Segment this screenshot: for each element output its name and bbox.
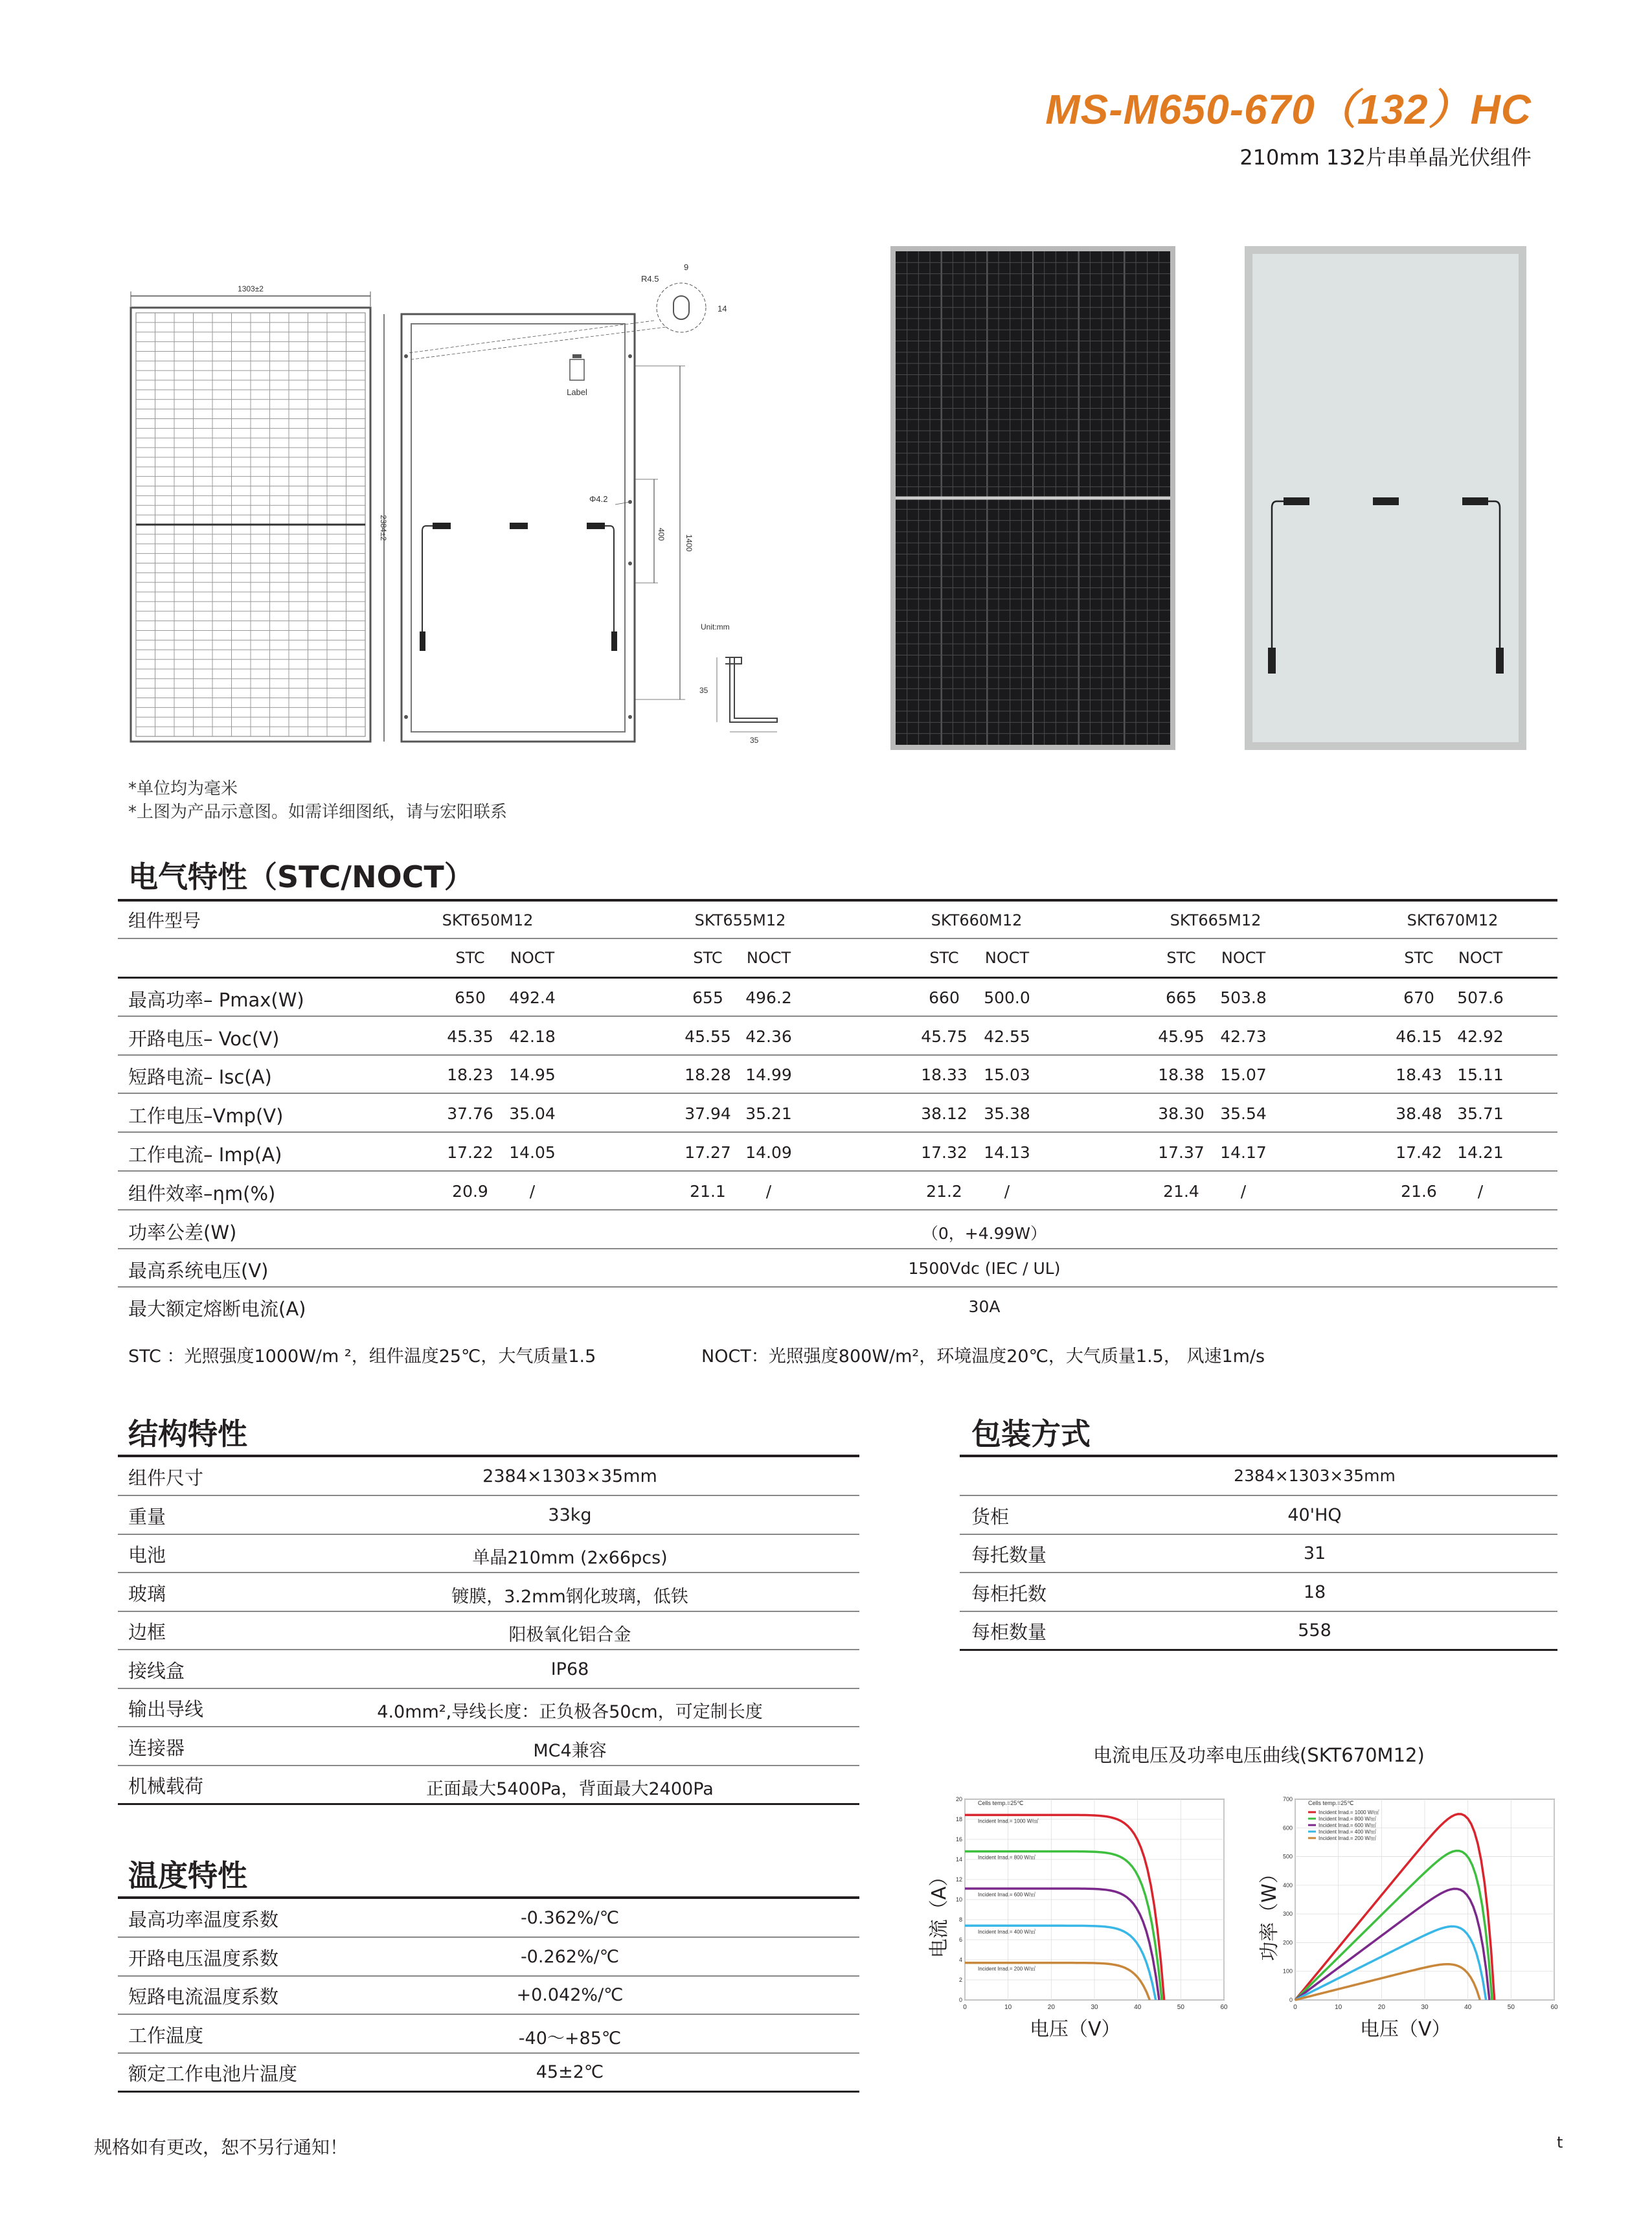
footer-disclaimer: 规格如有更改，恕不另行通知！	[94, 2137, 348, 2158]
noct-value: 42.73	[1220, 1027, 1267, 1046]
row-value: 4.0mm²,导线长度：正负极各50cm，可定制长度	[377, 1702, 763, 1722]
stc-header: STC	[455, 949, 485, 967]
technical-drawing	[123, 256, 803, 761]
table-divider	[118, 1093, 1557, 1094]
dim-1400: 1400	[685, 534, 694, 552]
stc-value: 655	[692, 988, 723, 1007]
y-tick-label: 700	[1282, 1796, 1293, 1802]
table-divider	[118, 938, 1557, 939]
table-divider	[118, 1131, 1557, 1133]
model-name: SKT665M12	[1170, 911, 1262, 929]
noct-value: 35.04	[509, 1104, 556, 1123]
row-label: 工作电流– Imp(A)	[128, 1144, 282, 1166]
table-divider	[960, 1495, 1557, 1496]
stc-value: 17.22	[447, 1143, 493, 1162]
product-subtitle: 210mm 132片串单晶光伏组件	[1239, 145, 1532, 170]
row-label: 货柜	[971, 1505, 1010, 1528]
row-label: 电池	[128, 1544, 166, 1566]
noct-value: 496.2	[745, 988, 792, 1007]
stc-value: 670	[1403, 988, 1434, 1007]
width-dimension: 1303±2	[238, 284, 264, 293]
noct-header: NOCT	[1221, 949, 1266, 967]
electrical-top-rule	[118, 899, 1557, 902]
table-divider	[118, 1248, 1557, 1249]
noct-value: 35.54	[1220, 1104, 1267, 1123]
stc-value: 45.95	[1158, 1027, 1205, 1046]
row-value: 40'HQ	[1287, 1505, 1342, 1525]
noct-value: 42.55	[984, 1027, 1030, 1046]
noct-value: 42.92	[1457, 1027, 1504, 1046]
x-tick-label: 50	[1177, 2004, 1184, 2011]
x-tick-label: 0	[963, 2004, 967, 2011]
noct-value: 42.18	[509, 1027, 556, 1046]
packaging-top-rule	[960, 1455, 1557, 1457]
panel-back-image	[1245, 246, 1526, 750]
series-line	[1295, 1926, 1486, 2000]
y-tick-label: 18	[955, 1816, 962, 1823]
top-value: 2384×1303×35mm	[1234, 1466, 1396, 1485]
noct-header: NOCT	[746, 949, 791, 967]
row-label: 最高系统电压(V)	[128, 1260, 269, 1282]
merged-value: 1500Vdc (IEC / UL)	[908, 1259, 1061, 1278]
model-name: SKT670M12	[1407, 911, 1499, 929]
y-tick-label: 0	[958, 1997, 962, 2003]
stc-value: 46.15	[1396, 1027, 1442, 1046]
x-axis-label: 电压（V）	[1360, 2018, 1451, 2041]
x-tick-label: 30	[1091, 2004, 1098, 2011]
row-label: 每托数量	[971, 1544, 1047, 1566]
stc-value: 20.9	[452, 1182, 488, 1201]
stc-value: 45.35	[447, 1027, 493, 1046]
row-value: 正面最大5400Pa，背面最大2400Pa	[426, 1779, 714, 1799]
height-dimension: 2384±2	[379, 515, 388, 541]
stc-note: STC ：光照强度1000W/m ²，组件温度25℃，大气质量1.5	[128, 1346, 596, 1367]
table-divider	[118, 977, 1557, 979]
row-label: 玻璃	[128, 1582, 166, 1605]
hole-height-dim: 14	[718, 304, 727, 313]
x-tick-label: 0	[1293, 2004, 1297, 2011]
table-divider	[118, 1209, 1557, 1210]
series-label: Incident Irrad.= 400 W/㎡	[978, 1929, 1036, 1935]
row-value: 镀膜，3.2mm钢化玻璃，低铁	[451, 1586, 688, 1607]
row-value: 45±2℃	[536, 2062, 604, 2082]
x-tick-label: 40	[1134, 2004, 1142, 2011]
stc-value: 650	[455, 988, 486, 1007]
row-value: 单晶210mm (2x66pcs)	[472, 1548, 668, 1568]
stc-value: 660	[929, 988, 960, 1007]
y-tick-label: 0	[1289, 1997, 1293, 2003]
row-value: -0.362%/℃	[520, 1908, 620, 1928]
noct-note: NOCT：光照强度800W/m²，环境温度20℃，大气质量1.5， 风速1m/s	[701, 1346, 1265, 1367]
noct-value: 492.4	[509, 988, 556, 1007]
row-value: 2384×1303×35mm	[482, 1466, 657, 1486]
noct-value: 14.21	[1457, 1143, 1504, 1162]
row-label: 每柜数量	[971, 1621, 1047, 1643]
row-label: 组件尺寸	[128, 1467, 204, 1489]
x-tick-label: 30	[1421, 2004, 1429, 2011]
unit-text: Unit:mm	[701, 622, 730, 631]
x-tick-label: 60	[1550, 2004, 1558, 2011]
table-divider	[118, 1765, 859, 1766]
table-divider	[118, 1572, 859, 1573]
frame-height-dim: 35	[699, 686, 708, 695]
table-divider	[118, 1286, 1557, 1288]
row-label: 短路电流温度系数	[128, 1986, 279, 2008]
row-value: IP68	[550, 1659, 589, 1679]
curves-title: 电流电压及功率电压曲线(SKT670M12)	[1093, 1744, 1425, 1766]
row-value: 18	[1303, 1582, 1326, 1602]
table-divider	[118, 1688, 859, 1689]
row-label: 每柜托数	[971, 1582, 1047, 1605]
table-divider	[118, 1936, 859, 1938]
stc-value: 21.1	[690, 1182, 726, 1201]
y-tick-label: 6	[958, 1936, 962, 1943]
dim-400: 400	[657, 528, 666, 541]
row-label: 最高功率温度系数	[128, 1909, 279, 1931]
table-divider	[118, 1649, 859, 1650]
y-tick-label: 2	[958, 1977, 962, 1983]
row-label: 输出导线	[128, 1698, 204, 1720]
row-label: 组件效率–ηm(%)	[128, 1183, 276, 1205]
legend-label: Incident Irrad.= 800 W/㎡	[1318, 1816, 1377, 1822]
row-label: 工作温度	[128, 2024, 204, 2047]
model-name: SKT655M12	[694, 911, 786, 929]
table-bottom-rule	[118, 1803, 859, 1805]
front-view-drawing	[131, 284, 370, 742]
stc-value: 18.33	[921, 1065, 967, 1084]
table-bottom-rule	[960, 1649, 1557, 1651]
noct-header: NOCT	[984, 949, 1030, 967]
stc-value: 17.27	[685, 1143, 731, 1162]
row-label: 机械载荷	[128, 1775, 204, 1797]
x-tick-label: 10	[1335, 2004, 1342, 2011]
structure-top-rule	[118, 1455, 859, 1457]
x-tick-label: 40	[1464, 2004, 1472, 2011]
table-divider	[118, 1611, 859, 1612]
x-tick-label: 20	[1047, 2004, 1055, 2011]
footer-mark: t	[1557, 2133, 1563, 2152]
frame-width-dim: 35	[750, 736, 759, 745]
table-divider	[960, 1572, 1557, 1573]
row-value: 阳极氧化铝合金	[508, 1625, 631, 1645]
y-tick-label: 100	[1282, 1968, 1293, 1975]
stc-value: 38.48	[1396, 1104, 1442, 1123]
table-divider	[118, 1726, 859, 1727]
series-line	[1295, 1964, 1480, 2000]
y-tick-label: 16	[955, 1836, 962, 1843]
note-diagram: *上图为产品示意图。如需详细图纸，请与宏阳联系	[128, 802, 508, 822]
stc-value: 38.30	[1158, 1104, 1205, 1123]
series-label: Incident Irrad.= 600 W/㎡	[978, 1891, 1036, 1898]
iv-pv-curves	[920, 1780, 1593, 2052]
table-divider	[118, 1534, 859, 1535]
row-label: 工作电压–Vmp(V)	[128, 1105, 284, 1127]
stc-value: 45.55	[685, 1027, 731, 1046]
noct-value: 35.21	[745, 1104, 792, 1123]
row-value: 558	[1298, 1620, 1331, 1641]
row-label: 最大额定熔断电流(A)	[128, 1298, 306, 1320]
row-label: 功率公差(W)	[128, 1221, 237, 1244]
noct-value: 500.0	[984, 988, 1030, 1007]
chart-annotation: Cells temp.=25℃	[978, 1800, 1024, 1806]
y-tick-label: 12	[955, 1876, 962, 1883]
row-label: 短路电流– Isc(A)	[128, 1066, 272, 1088]
noct-value: 35.71	[1457, 1104, 1504, 1123]
stc-value: 17.37	[1158, 1143, 1205, 1162]
y-tick-label: 20	[955, 1796, 962, 1802]
noct-value: 42.36	[745, 1027, 792, 1046]
table-divider	[118, 1975, 859, 1977]
y-tick-label: 400	[1282, 1881, 1293, 1889]
series-label: Incident Irrad.= 200 W/㎡	[978, 1966, 1036, 1972]
row-value: 31	[1303, 1543, 1326, 1563]
y-tick-label: 300	[1282, 1911, 1293, 1918]
model-name: SKT650M12	[442, 911, 534, 929]
product-title: MS-M650-670（132）HC	[1045, 86, 1532, 133]
table-divider	[960, 1534, 1557, 1535]
chart-annotation: Cells temp.=25℃	[1308, 1800, 1354, 1806]
stc-value: 17.32	[921, 1143, 967, 1162]
stc-value: 21.2	[926, 1182, 962, 1201]
noct-value: 14.05	[509, 1143, 556, 1162]
y-tick-label: 200	[1282, 1939, 1293, 1946]
series-line	[965, 1889, 1159, 2000]
x-tick-label: 50	[1507, 2004, 1515, 2011]
noct-value: 507.6	[1457, 988, 1504, 1007]
stc-value: 18.28	[685, 1065, 731, 1084]
noct-value: 15.03	[984, 1065, 1030, 1084]
stc-value: 37.76	[447, 1104, 493, 1123]
phi-dimension: Φ4.2	[589, 494, 608, 504]
legend-label: Incident Irrad.= 1000 W/㎡	[1318, 1810, 1379, 1815]
noct-value: /	[1477, 1182, 1484, 1201]
row-label: 开路电压– Voc(V)	[128, 1028, 280, 1050]
model-name: SKT660M12	[931, 911, 1023, 929]
y-axis-label: 功率（W）	[1258, 1864, 1281, 1961]
y-tick-label: 14	[955, 1856, 962, 1863]
row-value: MC4兼容	[533, 1740, 607, 1761]
r-dimension: R4.5	[641, 274, 659, 284]
x-tick-label: 10	[1004, 2004, 1012, 2011]
model-label: 组件型号	[128, 910, 201, 931]
back-view-drawing	[379, 262, 777, 745]
y-tick-label: 500	[1282, 1853, 1293, 1860]
row-label: 重量	[128, 1505, 166, 1528]
x-tick-label: 60	[1220, 2004, 1228, 2011]
noct-value: /	[1240, 1182, 1247, 1201]
stc-header: STC	[1404, 949, 1434, 967]
row-label: 边框	[128, 1621, 166, 1643]
stc-value: 665	[1166, 988, 1197, 1007]
noct-header: NOCT	[510, 949, 555, 967]
noct-value: 14.17	[1220, 1143, 1267, 1162]
label-text: Label	[567, 387, 587, 397]
hole-width-dim: 9	[684, 262, 689, 272]
noct-value: /	[1004, 1182, 1010, 1201]
stc-value: 21.4	[1163, 1182, 1199, 1201]
noct-header: NOCT	[1458, 949, 1503, 967]
legend-label: Incident Irrad.= 600 W/㎡	[1318, 1823, 1377, 1828]
stc-value: 17.42	[1396, 1143, 1442, 1162]
noct-value: /	[765, 1182, 772, 1201]
row-label: 额定工作电池片温度	[128, 2063, 298, 2085]
table-divider	[960, 1611, 1557, 1612]
y-tick-label: 10	[955, 1896, 962, 1903]
series-label: Incident Irrad.= 1000 W/㎡	[978, 1818, 1039, 1824]
table-divider	[118, 2014, 859, 2015]
row-label: 连接器	[128, 1736, 185, 1759]
y-axis-label: 电流（A）	[928, 1867, 951, 1959]
series-line	[965, 1815, 1164, 2000]
packaging-heading: 包装方式	[971, 1416, 1091, 1451]
row-value: 33kg	[548, 1505, 592, 1525]
stc-value: 18.43	[1396, 1065, 1442, 1084]
noct-value: 15.07	[1220, 1065, 1267, 1084]
stc-value: 18.38	[1158, 1065, 1205, 1084]
row-label: 接线盒	[128, 1659, 185, 1682]
noct-value: /	[529, 1182, 536, 1201]
table-divider	[118, 1016, 1557, 1017]
structure-heading: 结构特性	[128, 1416, 247, 1451]
stc-header: STC	[693, 949, 723, 967]
stc-value: 18.23	[447, 1065, 493, 1084]
row-label: 开路电压温度系数	[128, 1947, 279, 1970]
y-tick-label: 8	[958, 1916, 962, 1923]
legend-label: Incident Irrad.= 200 W/㎡	[1318, 1835, 1377, 1841]
note-unit: *单位均为毫米	[128, 779, 238, 799]
stc-value: 37.94	[685, 1104, 731, 1123]
temperature-top-rule	[118, 1896, 859, 1899]
noct-value: 15.11	[1457, 1065, 1504, 1084]
noct-value: 503.8	[1220, 988, 1267, 1007]
noct-value: 14.99	[745, 1065, 792, 1084]
table-divider	[118, 2052, 859, 2054]
table-divider	[118, 1495, 859, 1496]
stc-value: 45.75	[921, 1027, 967, 1046]
electrical-heading: 电气特性（STC/NOCT）	[128, 859, 474, 894]
table-bottom-rule	[118, 2091, 859, 2093]
noct-value: 14.13	[984, 1143, 1030, 1162]
table-divider	[118, 1054, 1557, 1056]
stc-header: STC	[929, 949, 959, 967]
y-tick-label: 600	[1282, 1824, 1293, 1832]
legend-label: Incident Irrad.= 400 W/㎡	[1318, 1829, 1377, 1835]
x-axis-label: 电压（V）	[1030, 2018, 1121, 2041]
y-tick-label: 4	[958, 1957, 962, 1963]
noct-value: 14.09	[745, 1143, 792, 1162]
stc-value: 38.12	[921, 1104, 967, 1123]
row-value: +0.042%/℃	[516, 1985, 624, 2005]
temperature-heading: 温度特性	[128, 1858, 247, 1893]
merged-value: 30A	[968, 1297, 1001, 1316]
table-divider	[118, 1170, 1557, 1172]
noct-value: 35.38	[984, 1104, 1030, 1123]
row-label: 最高功率– Pmax(W)	[128, 989, 304, 1011]
stc-value: 21.6	[1401, 1182, 1437, 1201]
row-value: -0.262%/℃	[520, 1946, 620, 1967]
x-tick-label: 20	[1377, 2004, 1385, 2011]
stc-header: STC	[1166, 949, 1196, 967]
row-value: -40～+85℃	[518, 2028, 622, 2049]
noct-value: 14.95	[509, 1065, 556, 1084]
series-label: Incident Irrad.= 800 W/㎡	[978, 1854, 1036, 1861]
panel-front-image	[890, 246, 1175, 750]
merged-value: （0，+4.99W）	[922, 1224, 1047, 1243]
